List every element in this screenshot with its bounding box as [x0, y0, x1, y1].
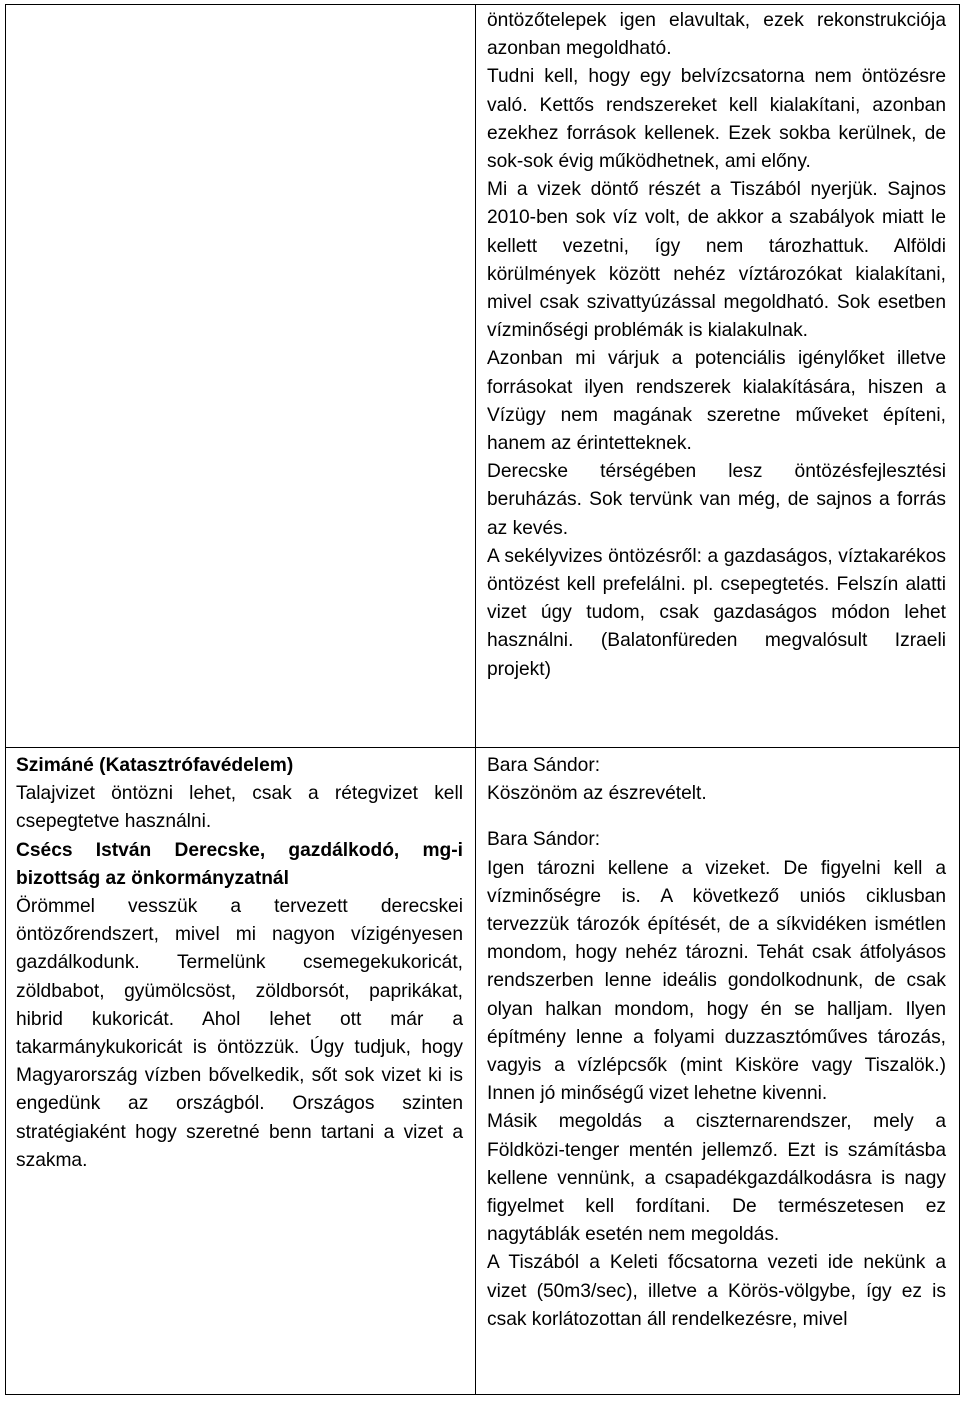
paragraph: Mi a vizek döntő részét a Tiszából nyerjük. Sajnos 2010-ben sok víz volt, de akkor a szabályok miatt le kellett vezetni, így nem tározhattuk. Alföldi körülmények között nehéz víztározókat kialakítani, mivel csak szivattyúzással megoldható. Sok esetben vízminőségi problémák is kialakulnak. [487, 179, 946, 342]
speaker-name: Szimáné (Katasztrófavédelem) [16, 755, 294, 776]
table-row [6, 5, 960, 748]
paragraph: Köszönöm az észrevételt. [487, 783, 707, 805]
paragraph: öntözőtelepek igen elavultak, ezek rekonstrukciója azonban megoldható. [487, 10, 946, 60]
right-cell [476, 5, 960, 748]
spacer [487, 808, 946, 826]
speaker-name: Bara Sándor: [487, 755, 601, 776]
paragraph: Örömmel vesszük a tervezett derecskei öntözőrendszert, mivel mi nagyon vízigényesen gazdálkodunk. Termelünk csemegekukoricát, zöldbabot, gyümölcsöst, zöldborsót, paprikákat, hibrid kukoricát. Ahol lehet ott már a takarmánykukoricát is öntözzük. Úgy tudjuk, hogy Magyarország vízben bővelkedik, sőt sok vizet ki is engedünk az országból. Országos szinten stratégiaként hogy szeretné benn tartani a vizet a szakma. [16, 896, 463, 1171]
speaker-name: Bara Sándor: [487, 829, 601, 851]
table-row [6, 748, 960, 1395]
paragraph: Derecske térségében lesz öntözésfejlesztési beruházás. Sok tervünk van még, de sajnos a forrás az kevés. [487, 461, 946, 539]
speaker-name: Csécs István Derecske, gazdálkodó, mg-i bizottság az önkormányzatnál [16, 839, 463, 889]
paragraph: Igen tározni kellene a vizeket. De figyelni kell a vízminőségre is. A következő uniós ciklusban tervezzük tározók építését, de a síkvidéken ismétlen mondom, hogy nehéz tározni. Tehát csak átfolyásos rendszerben lenne ideális gondolkodnunk, de csak olyan halkan mondom, hogy én se halljam. Ilyen építmény lenne a folyami duzzasztóműves tározás, vagyis a vízlépcsők (mint Kisköre vagy Tiszalök.) Innen jó minőségű vizet lehetne kivenni. [487, 857, 946, 1105]
paragraph: A Tiszából a Keleti főcsatorna vezeti ide nekünk a vizet (50m3/sec), illetve a Körös-völgybe, így ez is csak korlátozottan áll rendelkezésre, mivel [487, 1252, 946, 1330]
paragraph: Talajvizet öntözni lehet, csak a rétegvizet kell csepegtetve használni. [16, 783, 463, 833]
left-cell [6, 748, 476, 1395]
right-cell [476, 748, 960, 1395]
paragraph: A sekélyvizes öntözésről: a gazdaságos, víztakarékos öntözést kell prefelálni. pl. csepegtetés. Felszín alatti vizet úgy tudom, csak gazdaságos módon lehet használni. (Balatonfüreden megvalósult Izraeli projekt) [487, 545, 946, 680]
minutes-table [5, 4, 960, 1395]
paragraph: Azonban mi várjuk a potenciális igénylőket illetve forrásokat ilyen rendszerek kialakítására, hiszen a Vízügy nem magának szeretne műveket építeni, hanem az érintetteknek. [487, 348, 946, 455]
paragraph: Másik megoldás a ciszternarendszer, mely a Földközi-tenger mentén jellemző. Ezt is számításba kellene vennünk, a csapadékgazdálkodásra is nagy figyelmet kell fordítani. De természetesen ez nagytáblák esetén nem megoldás. [487, 1111, 946, 1246]
paragraph: Tudni kell, hogy egy belvízcsatorna nem öntözésre való. Kettős rendszereket kell kialakítani, azonban ezekhez források kellenek. Ezek sokba kerülnek, de sok-sok évig működhetnek, ami előny. [487, 66, 946, 173]
left-cell-empty [6, 5, 476, 748]
